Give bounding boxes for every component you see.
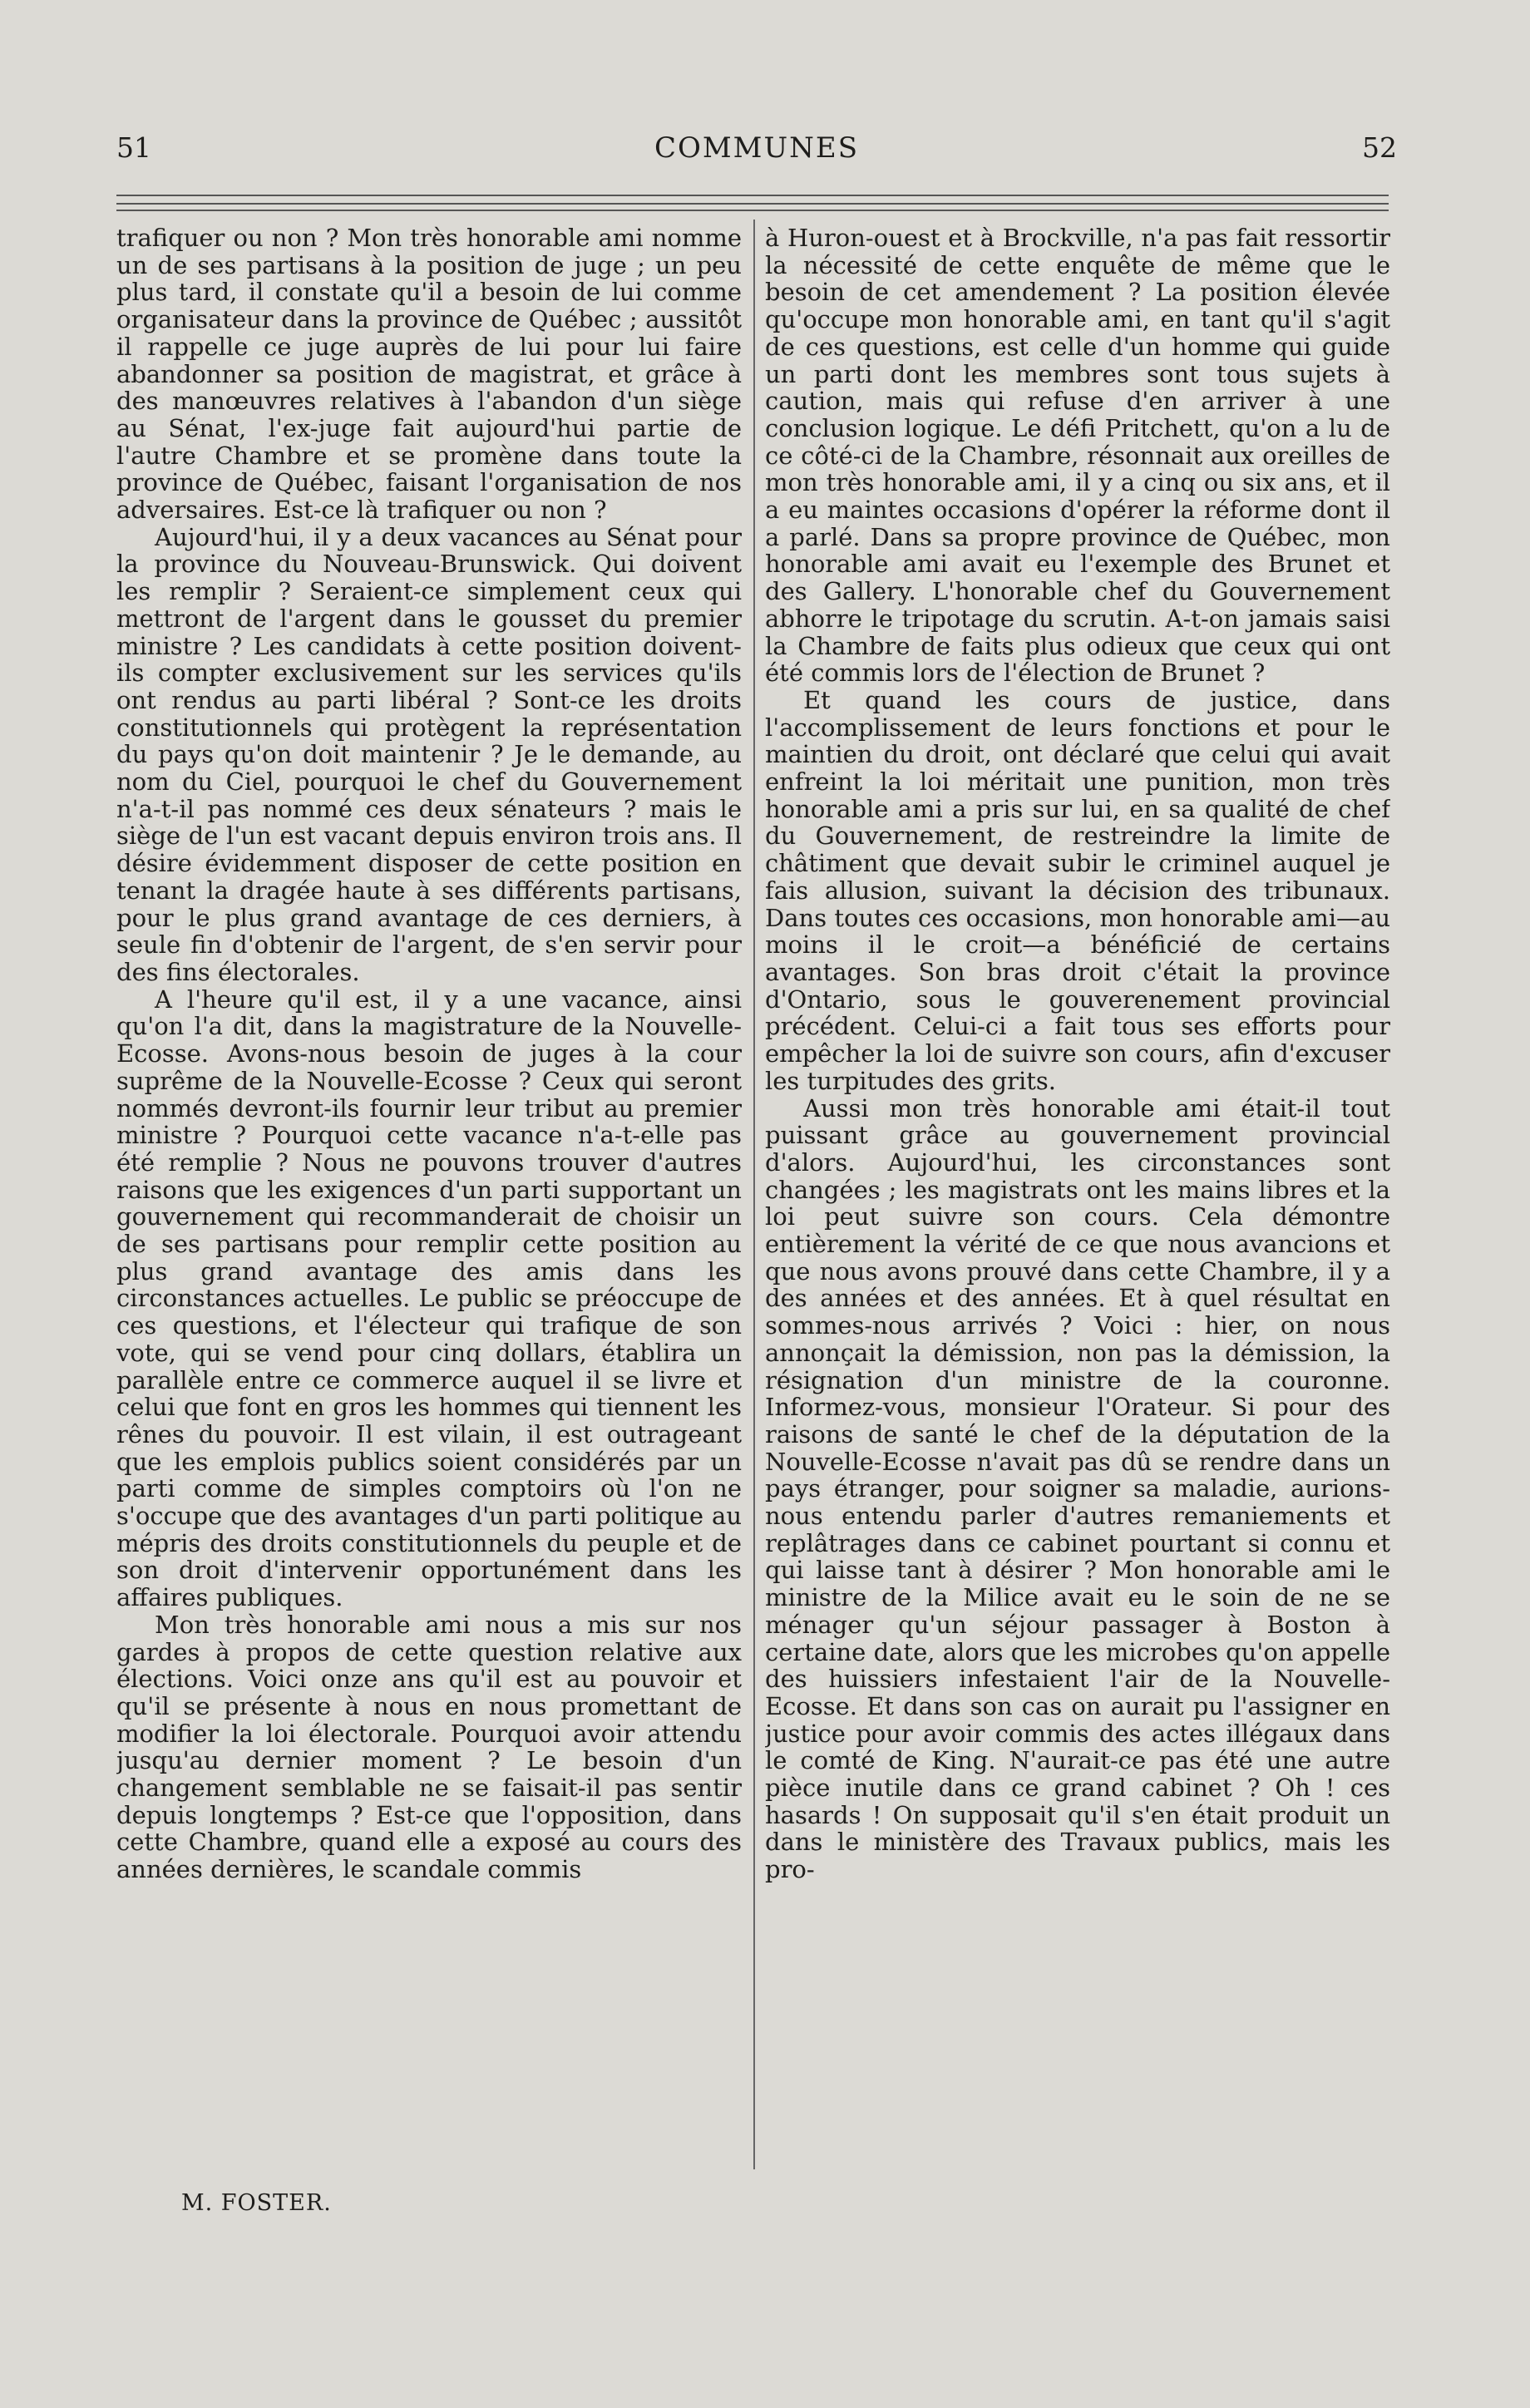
page-number-right: 52 bbox=[1362, 131, 1397, 164]
page-number-left: 51 bbox=[116, 131, 151, 164]
paragraph: A l'heure qu'il est, il y a une vacance, ainsi qu'on l'a dit, dans la magistrature de la Nouvelle-Ecosse. Avons-nous besoin de juges à la cour suprême de la Nouvelle-Ecosse ? Ceux qui seront nommés devront-ils fournir leur tribut au premier ministre ? Pourquoi cette vacance n'a-t-elle pas été remplie ? Nous ne pouvons trouver d'autres raisons que les exigences d'un parti supportant un gouvernement qui recommanderait de choisir un de ses partisans pour remplir cette position au plus grand avantage des amis dans les circonstances actuelles. Le public se préoccupe de ces questions, et l'électeur qui trafique de son vote, qui se vend pour cinq dollars, établira un parallèle entre ce commerce auquel il se livre et celui que font en gros les hommes qui tiennent les rênes du pouvoir. Il est vilain, il est outrageant que les emplois publics soient considérés par un parti comme de simples comptoirs où l'on ne s'occupe que des avantages d'un parti politique au mépris des droits constitutionnels du peuple et de son droit d'intervenir opportunément dans les affaires publiques. bbox=[116, 984, 742, 1612]
paragraph: Aussi mon très honorable ami était-il tout puissant grâce au gouvernement provincial d'alors. Aujourd'hui, les circonstances sont changées ; les magistrats ont les mains libres et la loi peut suivre son cours. Cela démontre entièrement la vérité de ce que nous avancions et que nous avons prouvé dans cette Chambre, il y a des années et des années. Et à quel résultat en sommes-nous arrivés ? Voici : hier, on nous annonçait la démission, non pas la démission, la résignation d'un ministre de la couronne. Informez-vous, monsieur l'Orateur. Si pour des raisons de santé le chef de la députation de la Nouvelle-Ecosse n'avait pas dû se rendre dans un pays étranger, pour soigner sa maladie, aurions-nous entendu parler d'autres remaniements et replâtrages dans ce cabinet pourtant si connu et qui laisse tant à désirer ? Mon honorable ami le ministre de la Milice avait eu le soin de ne se ménager qu'un séjour passager à Boston à certaine date, alors que les microbes qu'on appelle des huissiers infestaient l'air de la Nouvelle-Ecosse. Et dans son cas on aurait pu l'assigner en justice pour avoir commis des actes illégaux dans le comté de King. N'aurait-ce pas été une autre pièce inutile dans ce grand cabinet ? Oh ! ces hasards ! On supposait qu'il s'en était produit un dans le ministère des Travaux publics, mais les pro- bbox=[765, 1093, 1390, 1884]
paragraph: à Huron-ouest et à Brockville, n'a pas fait ressortir la nécessité de cette enquête de même que le besoin de cet amendement ? La position élevée qu'occupe mon honorable ami, en tant qu'il s'agit de ces questions, est celle d'un homme qui guide un parti dont les membres sont tous sujets à caution, mais qui refuse d'en arriver à une conclusion logique. Le défi Pritchett, qu'on a lu de ce côté-ci de la Chambre, résonnait aux oreilles de mon très honorable ami, il y a cinq ou six ans, et il a eu maintes occasions d'opérer la réforme dont il a parlé. Dans sa propre province de Québec, mon honorable ami avait eu l'exemple des Brunet et des Gallery. L'honorable chef du Gouvernement abhorre le tripotage du scrutin. A-t-on jamais saisi la Chambre de faits plus odieux que ceux qui ont été commis lors de l'élection de Brunet ? bbox=[765, 225, 1390, 688]
right-column bbox=[765, 225, 1390, 2174]
header-rule bbox=[116, 203, 1389, 205]
header-rule bbox=[116, 210, 1389, 211]
left-column bbox=[116, 225, 742, 2174]
speaker-footer: M. FOSTER. bbox=[181, 2190, 332, 2216]
column-divider bbox=[753, 220, 755, 2169]
header-rule bbox=[116, 195, 1389, 196]
paragraph: trafiquer ou non ? Mon très honorable ami nomme un de ses partisans à la position de juge ; un peu plus tard, il constate qu'il a besoin de lui comme organisateur dans la province de Québec ; aussitôt il rappelle ce juge auprès de lui pour lui faire abandonner sa position de magistrat, et grâce à des manœuvres relatives à l'abandon d'un siège au Sénat, l'ex-juge fait aujourd'hui partie de l'autre Chambre et se promène dans toute la province de Québec, faisant l'organisation de nos adversaires. Est-ce là trafiquer ou non ? bbox=[116, 225, 742, 525]
running-title: COMMUNES bbox=[654, 131, 860, 165]
paragraph: Et quand les cours de justice, dans l'accomplissement de leurs fonctions et pour le maintien du droit, ont déclaré que celui qui avait enfreint la loi méritait une punition, mon très honorable ami a pris sur lui, en sa qualité de chef du Gouvernement, de restreindre la limite de châtiment que devait subir le criminel auquel je fais allusion, suivant la décision des tribunaux. Dans toutes ces occasions, mon honorable ami—au moins il le croit—a bénéficié de certains avantages. Son bras droit c'était la province d'Ontario, sous le gouverenement provincial précédent. Celui-ci a fait tous ses efforts pour empêcher la loi de suivre son cours, afin d'excuser les turpitudes des grits. bbox=[765, 685, 1390, 1095]
page-header bbox=[116, 131, 1397, 173]
paragraph: Aujourd'hui, il y a deux vacances au Sénat pour la province du Nouveau-Brunswick. Qui doivent les remplir ? Seraient-ce simplement ceux qui mettront de l'argent dans le gousset du premier ministre ? Les candidats à cette position doivent-ils compter exclusivement sur les services qu'ils ont rendus au parti libéral ? Sont-ce les droits constitutionnels qui protègent la représentation du pays qu'on doit maintenir ? Je le demande, au nom du Ciel, pourquoi le chef du Gouvernement n'a-t-il pas nommé ces deux sénateurs ? mais le siège de l'un est vacant depuis environ trois ans. Il désire évidemment disposer de cette position en tenant la dragée haute à ses différents partisans, pour le plus grand avantage de ces derniers, à seule fin d'obtenir de l'argent, de s'en servir pour des fins électorales. bbox=[116, 522, 742, 986]
paragraph: Mon très honorable ami nous a mis sur nos gardes à propos de cette question relative aux élections. Voici onze ans qu'il est au pouvoir et qu'il se présente à nous en nous promettant de modifier la loi électorale. Pourquoi avoir attendu jusqu'au dernier moment ? Le besoin d'un changement semblable ne se faisait-il pas sentir depuis longtemps ? Est-ce que l'opposition, dans cette Chambre, quand elle a exposé au cours des années dernières, le scandale commis bbox=[116, 1610, 742, 1884]
